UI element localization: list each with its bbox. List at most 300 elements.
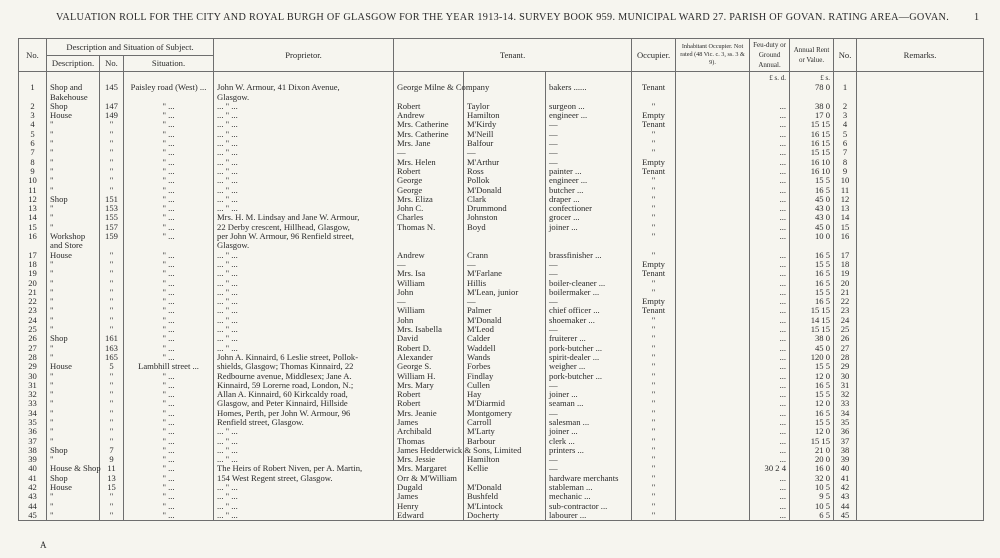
row-tenant-occupation: joiner ... (546, 390, 632, 399)
row-feu-duty: ... (750, 195, 790, 204)
row-street-number: 5 (100, 362, 124, 371)
row-tenant-occupation: — (546, 120, 632, 129)
row-feu-duty: ... (750, 260, 790, 269)
row-number: 18 (19, 260, 47, 269)
row-tenant-occupation: painter ... (546, 167, 632, 176)
row-situation: " ... (124, 353, 214, 362)
row-description: House (47, 111, 100, 120)
row-occupier: " (632, 288, 676, 297)
row-inhabitant (676, 492, 750, 501)
row-feu-duty: ... (750, 306, 790, 315)
row-annual-rent: 45 0 (790, 223, 834, 232)
col-no: No. (19, 39, 47, 72)
row-tenant-forename: — (394, 297, 464, 306)
row-inhabitant (676, 223, 750, 232)
row-occupier: " (632, 362, 676, 371)
row-annual-rent: 38 0 (790, 334, 834, 343)
row-occupier: Tenant (632, 306, 676, 315)
row-street-number: " (100, 372, 124, 381)
row-remarks (857, 148, 984, 157)
row-situation: " ... (124, 427, 214, 436)
row-annual-rent: 10 5 (790, 483, 834, 492)
row-tenant-forename: John C. (394, 204, 464, 213)
row-proprietor: ... " ... (214, 427, 394, 436)
row-tenant-surname: M'Lean, junior (464, 288, 546, 297)
row-tenant-forename: George (394, 186, 464, 195)
row-occupier: " (632, 213, 676, 222)
row-annual-rent: 15 5 (790, 418, 834, 427)
row-situation: " ... (124, 204, 214, 213)
row-tenant-occupation: confectioner (546, 204, 632, 213)
row-situation: " ... (124, 334, 214, 343)
row-remarks (857, 111, 984, 120)
row-description: House (47, 251, 100, 260)
row-tenant-forename: Alexander (394, 353, 464, 362)
row-proprietor: 154 West Regent street, Glasgow. (214, 474, 394, 483)
row-number-right: 38 (834, 446, 857, 455)
row-remarks (857, 139, 984, 148)
row-proprietor: ... " ... (214, 176, 394, 185)
row-situation: " ... (124, 437, 214, 446)
row-description: " (47, 297, 100, 306)
row-number-right: 28 (834, 353, 857, 362)
row-occupier: " (632, 195, 676, 204)
row-tenant-occupation: bakers ...... (546, 83, 632, 92)
row-proprietor: ... " ... (214, 204, 394, 213)
row-number: 30 (19, 372, 47, 381)
row-proprietor: Mrs. H. M. Lindsay and Jane W. Armour, (214, 213, 394, 222)
row-street-number: 165 (100, 353, 124, 362)
row-inhabitant (676, 344, 750, 353)
col-occupier: Occupier. (632, 39, 676, 72)
row-number: 21 (19, 288, 47, 297)
row-situation: " ... (124, 288, 214, 297)
row-remarks (857, 353, 984, 362)
row-remarks (857, 176, 984, 185)
row-number: 43 (19, 492, 47, 501)
row-street-number: " (100, 418, 124, 427)
row-remarks (857, 464, 984, 473)
row-occupier: " (632, 455, 676, 464)
row-annual-rent: 12 0 (790, 427, 834, 436)
row-remarks (857, 446, 984, 455)
row-tenant-occupation: pork-butcher ... (546, 372, 632, 381)
row-tenant-forename: John (394, 316, 464, 325)
row-number-right: 37 (834, 437, 857, 446)
row-street-number: " (100, 381, 124, 390)
row-remarks (857, 344, 984, 353)
row-description: " (47, 167, 100, 176)
row-tenant-occupation: — (546, 130, 632, 139)
row-number-right: 23 (834, 306, 857, 315)
row-situation: " ... (124, 139, 214, 148)
row-remarks (857, 279, 984, 288)
row-feu-duty: ... (750, 483, 790, 492)
row-tenant-surname: Crann (464, 251, 546, 260)
row-annual-rent: 15 5 (790, 362, 834, 371)
row-number-right: 13 (834, 204, 857, 213)
col-tenant: Tenant. (394, 39, 632, 72)
col-annual: Annual Rent or Value. (790, 39, 834, 72)
row-tenant-forename: Mrs. Eliza (394, 195, 464, 204)
row-inhabitant (676, 297, 750, 306)
row-feu-duty: ... (750, 381, 790, 390)
row-tenant-surname: Montgomery (464, 409, 546, 418)
row-inhabitant (676, 464, 750, 473)
row-annual-rent: 16 10 (790, 158, 834, 167)
row-tenant-forename: David (394, 334, 464, 343)
row-description: Shop (47, 446, 100, 455)
row-number: 1 (19, 83, 47, 92)
row-annual-rent: 16 5 (790, 279, 834, 288)
row-number-right: 30 (834, 372, 857, 381)
row-feu-duty: ... (750, 232, 790, 241)
row-annual-rent: 120 0 (790, 353, 834, 362)
row-street-number: 9 (100, 455, 124, 464)
row-inhabitant (676, 306, 750, 315)
row-street-number: " (100, 297, 124, 306)
row-proprietor: ... " ... (214, 195, 394, 204)
row-number: 25 (19, 325, 47, 334)
row-inhabitant (676, 437, 750, 446)
row-situation: " ... (124, 148, 214, 157)
row-description: " (47, 120, 100, 129)
row-inhabitant (676, 381, 750, 390)
row-street-number: " (100, 511, 124, 521)
row-number: 20 (19, 279, 47, 288)
row-remarks (857, 204, 984, 213)
row-street-number: " (100, 306, 124, 315)
row-feu-duty: 30 2 4 (750, 464, 790, 473)
row-inhabitant (676, 418, 750, 427)
row-situation: " ... (124, 297, 214, 306)
row-tenant-forename: Robert (394, 399, 464, 408)
row-number: 34 (19, 409, 47, 418)
col-proprietor: Proprietor. (214, 39, 394, 72)
row-feu-duty: ... (750, 111, 790, 120)
row-proprietor: ... " ... (214, 306, 394, 315)
row-proprietor: Glasgow. (214, 93, 394, 102)
row-feu-duty: ... (750, 455, 790, 464)
row-street-number: 7 (100, 446, 124, 455)
row-street-number: 13 (100, 474, 124, 483)
row-occupier: " (632, 102, 676, 111)
row-tenant-forename: James (394, 418, 464, 427)
row-remarks (857, 260, 984, 269)
row-number: 31 (19, 381, 47, 390)
row-description: " (47, 176, 100, 185)
row-remarks (857, 474, 984, 483)
row-situation: " ... (124, 381, 214, 390)
row-situation: " ... (124, 158, 214, 167)
row-inhabitant (676, 195, 750, 204)
row-proprietor: Glasgow. (214, 241, 394, 250)
row-number: 7 (19, 148, 47, 157)
row-street-number: " (100, 390, 124, 399)
row-situation: " ... (124, 325, 214, 334)
row-number: 45 (19, 511, 47, 521)
row-description: Shop (47, 334, 100, 343)
row-tenant-surname: M'Leod (464, 325, 546, 334)
row-occupier: " (632, 251, 676, 260)
row-tenant-forename: William (394, 306, 464, 315)
row-feu-duty: ... (750, 186, 790, 195)
row-tenant-surname: M'Diarmid (464, 399, 546, 408)
row-street-number: " (100, 130, 124, 139)
row-description: " (47, 288, 100, 297)
row-occupier: " (632, 325, 676, 334)
row-number-right: 26 (834, 334, 857, 343)
row-street-number: 151 (100, 195, 124, 204)
row-situation: " ... (124, 130, 214, 139)
col-no-right: No. (834, 39, 857, 72)
row-remarks (857, 492, 984, 501)
row-tenant-surname: — (464, 148, 546, 157)
row-situation: " ... (124, 269, 214, 278)
row-number-right: 29 (834, 362, 857, 371)
row-remarks (857, 158, 984, 167)
row-situation: " ... (124, 186, 214, 195)
row-annual-rent: 16 10 (790, 167, 834, 176)
row-tenant-surname: M'Arthur (464, 158, 546, 167)
row-inhabitant (676, 186, 750, 195)
table-row (19, 511, 984, 521)
row-description: " (47, 390, 100, 399)
table-row (19, 232, 984, 241)
row-situation: " ... (124, 492, 214, 501)
row-number: 35 (19, 418, 47, 427)
row-number-right: 32 (834, 390, 857, 399)
row-inhabitant (676, 139, 750, 148)
row-tenant-forename: Robert (394, 167, 464, 176)
row-number: 27 (19, 344, 47, 353)
row-occupier: " (632, 353, 676, 362)
row-tenant-forename: Mrs. Isa (394, 269, 464, 278)
row-tenant-forename: Robert D. (394, 344, 464, 353)
row-tenant-surname: Palmer (464, 306, 546, 315)
row-tenant-surname: M'Lintock (464, 502, 546, 511)
row-inhabitant (676, 325, 750, 334)
row-street-number: 159 (100, 232, 124, 241)
row-description: Shop (47, 102, 100, 111)
row-street-number: " (100, 399, 124, 408)
row-tenant-forename: Andrew (394, 111, 464, 120)
row-tenant-forename: Mrs. Mary (394, 381, 464, 390)
row-street-number: " (100, 269, 124, 278)
row-feu-duty: ... (750, 372, 790, 381)
col-feu: Feu-duty or Ground Annual. (750, 39, 790, 72)
row-description: " (47, 223, 100, 232)
row-number: 6 (19, 139, 47, 148)
row-inhabitant (676, 83, 750, 92)
row-feu-duty: ... (750, 297, 790, 306)
row-occupier: " (632, 492, 676, 501)
row-tenant-surname (464, 232, 546, 241)
row-remarks (857, 409, 984, 418)
row-annual-rent: 45 0 (790, 195, 834, 204)
row-feu-duty: ... (750, 409, 790, 418)
row-number: 33 (19, 399, 47, 408)
row-remarks (857, 316, 984, 325)
row-annual-rent: 43 0 (790, 204, 834, 213)
row-tenant-occupation: — (546, 464, 632, 473)
col-inhabitant: Inhabitant Occupier. Not rated (48 Vic. c. 3, ss. 3 & 9). (676, 39, 750, 72)
row-tenant-surname: M'Donald (464, 483, 546, 492)
row-tenant-surname: Forbes (464, 362, 546, 371)
row-proprietor: ... " ... (214, 511, 394, 521)
row-proprietor: ... " ... (214, 279, 394, 288)
row-remarks (857, 251, 984, 260)
row-annual-rent: 12 0 (790, 372, 834, 381)
row-number-right: 40 (834, 464, 857, 473)
row-situation: " ... (124, 260, 214, 269)
feu-currency: £ s. d. (750, 72, 790, 84)
row-street-number: " (100, 409, 124, 418)
valuation-table (18, 38, 984, 521)
row-street-number: 147 (100, 102, 124, 111)
row-description: " (47, 279, 100, 288)
row-number-right: 14 (834, 213, 857, 222)
row-tenant-forename: Mrs. Helen (394, 158, 464, 167)
row-number-right: 18 (834, 260, 857, 269)
row-feu-duty: ... (750, 511, 790, 521)
row-tenant-occupation: engineer ... (546, 111, 632, 120)
row-tenant-surname: Barbour (464, 437, 546, 446)
row-number: 40 (19, 464, 47, 473)
row-inhabitant (676, 93, 750, 102)
row-remarks (857, 399, 984, 408)
row-remarks (857, 483, 984, 492)
row-street-number: " (100, 427, 124, 436)
row-description: " (47, 511, 100, 521)
row-annual-rent: 32 0 (790, 474, 834, 483)
row-tenant-surname: M'Donald (464, 316, 546, 325)
row-street-number: " (100, 148, 124, 157)
row-remarks (857, 186, 984, 195)
row-number: 17 (19, 251, 47, 260)
row-proprietor: John W. Armour, 41 Dixon Avenue, (214, 83, 394, 92)
row-number: 2 (19, 102, 47, 111)
row-situation: " ... (124, 167, 214, 176)
row-street-number: 15 (100, 483, 124, 492)
row-occupier: " (632, 232, 676, 241)
row-remarks (857, 213, 984, 222)
row-number-right: 4 (834, 120, 857, 129)
row-street-number: " (100, 288, 124, 297)
row-description: " (47, 492, 100, 501)
row-feu-duty: ... (750, 251, 790, 260)
row-remarks (857, 120, 984, 129)
row-occupier: " (632, 409, 676, 418)
row-tenant-forename: — (394, 148, 464, 157)
row-annual-rent: 12 0 (790, 399, 834, 408)
row-proprietor: ... " ... (214, 120, 394, 129)
row-description: Shop and (47, 83, 100, 92)
row-inhabitant (676, 120, 750, 129)
row-number-right: 5 (834, 130, 857, 139)
row-tenant-forename: James Hedderwick & Sons, Limited (394, 446, 464, 455)
row-tenant-occupation: joiner ... (546, 223, 632, 232)
row-tenant-surname: Wands (464, 353, 546, 362)
row-remarks (857, 390, 984, 399)
row-feu-duty: ... (750, 474, 790, 483)
row-tenant-surname: Cullen (464, 381, 546, 390)
row-tenant-surname: M'Neill (464, 130, 546, 139)
row-tenant-occupation: mechanic ... (546, 492, 632, 501)
row-number-right: 1 (834, 83, 857, 92)
row-feu-duty: ... (750, 176, 790, 185)
row-occupier: " (632, 381, 676, 390)
row-occupier: Empty (632, 111, 676, 120)
row-tenant-surname: Hamilton (464, 455, 546, 464)
row-annual-rent: 14 15 (790, 316, 834, 325)
row-tenant-occupation: fruiterer ... (546, 334, 632, 343)
row-proprietor: ... " ... (214, 437, 394, 446)
row-number-right: 10 (834, 176, 857, 185)
row-tenant-occupation: boiler-cleaner ... (546, 279, 632, 288)
row-remarks (857, 381, 984, 390)
row-feu-duty: ... (750, 334, 790, 343)
row-number: 3 (19, 111, 47, 120)
row-number: 39 (19, 455, 47, 464)
row-tenant-surname: Clark (464, 195, 546, 204)
row-feu-duty: ... (750, 204, 790, 213)
row-situation: Paisley road (West) ... (124, 83, 214, 92)
row-description: " (47, 158, 100, 167)
row-tenant-forename: Dugald (394, 483, 464, 492)
row-proprietor: ... " ... (214, 316, 394, 325)
row-number-right: 45 (834, 511, 857, 521)
table-row (19, 83, 984, 92)
row-annual-rent: 78 0 (790, 83, 834, 92)
row-proprietor: ... " ... (214, 167, 394, 176)
roll-title: VALUATION ROLL FOR THE CITY AND ROYAL BURGH OF GLASGOW FOR THE YEAR 1913-14. SURVEY BOOK 959. MUNICIPAL WARD 27. PARISH OF GOVAN. RATING AREA—GOVAN. (56, 12, 950, 23)
table-header (19, 39, 984, 72)
row-feu-duty: ... (750, 427, 790, 436)
row-inhabitant (676, 279, 750, 288)
footer-mark: A (40, 540, 47, 550)
row-tenant-surname: Docherty (464, 511, 546, 521)
row-inhabitant (676, 427, 750, 436)
row-number-right: 2 (834, 102, 857, 111)
row-tenant-surname: M'Kirdy (464, 120, 546, 129)
row-number-right: 42 (834, 483, 857, 492)
col-situation: Situation. (124, 55, 214, 72)
row-number-right: 25 (834, 325, 857, 334)
row-occupier: " (632, 474, 676, 483)
row-street-number: " (100, 279, 124, 288)
row-description: " (47, 399, 100, 408)
row-number: 8 (19, 158, 47, 167)
row-occupier: " (632, 204, 676, 213)
row-description: " (47, 260, 100, 269)
row-occupier: " (632, 464, 676, 473)
row-number-right: 17 (834, 251, 857, 260)
row-number-right: 20 (834, 279, 857, 288)
row-occupier: " (632, 176, 676, 185)
row-annual-rent: 38 0 (790, 102, 834, 111)
row-tenant-forename: Charles (394, 213, 464, 222)
row-number: 9 (19, 167, 47, 176)
row-situation: " ... (124, 232, 214, 241)
row-number: 11 (19, 186, 47, 195)
row-occupier: Tenant (632, 269, 676, 278)
row-situation: " ... (124, 418, 214, 427)
row-proprietor: ... " ... (214, 148, 394, 157)
row-annual-rent: 15 5 (790, 390, 834, 399)
row-proprietor: Homes, Perth, per John W. Armour, 96 (214, 409, 394, 418)
row-feu-duty: ... (750, 316, 790, 325)
